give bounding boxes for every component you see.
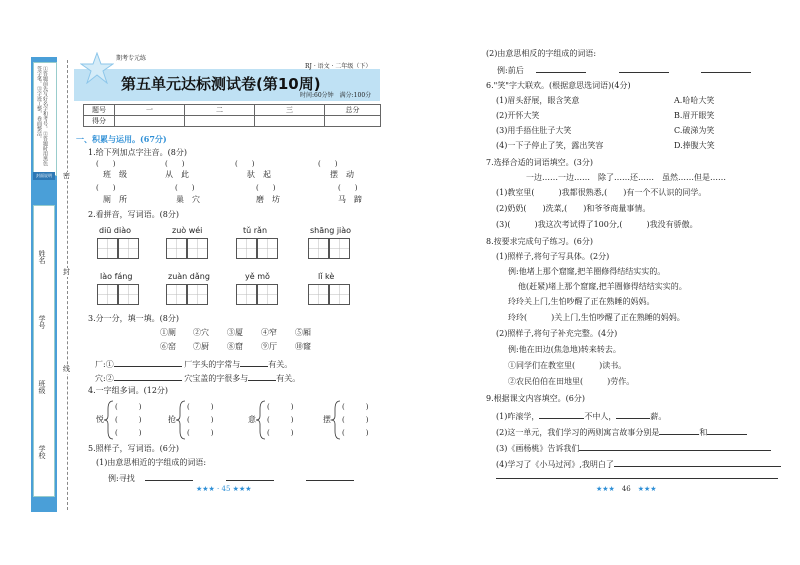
q1-word: 巢 穴 xyxy=(176,195,200,204)
writing-grid-cell[interactable] xyxy=(97,238,118,259)
q5-example-1 xyxy=(108,472,354,484)
q7-sentence-2 xyxy=(496,204,650,214)
writing-grid-cell[interactable] xyxy=(187,238,208,259)
q9-l4: (4)学习了《小马过河》,我明白了 xyxy=(496,460,614,469)
writing-grid-cell[interactable] xyxy=(329,284,350,305)
q9-extra-line[interactable] xyxy=(496,478,778,479)
q7-s2-b: )洗菜,( xyxy=(542,204,568,213)
q3-line-1 xyxy=(95,358,292,370)
q6-item: (4)一下子停止了笑，露出笑容 xyxy=(496,141,604,150)
sidebar-notes: ①答题前先写好名字和考号。②答题时用黑色签字笔。③字迹工整，卷面整洁。 xyxy=(36,66,48,166)
score-header-2: 二 xyxy=(185,105,255,116)
q3-answer-blank[interactable] xyxy=(114,358,182,367)
q5-answer-blank[interactable] xyxy=(226,472,274,481)
q1-paren: ( ) xyxy=(165,160,185,168)
score-cell[interactable] xyxy=(325,116,381,127)
q1-word: 驮 起 xyxy=(247,170,271,179)
q7-s3-a: (3)( xyxy=(496,220,511,229)
q5b-answer-blank[interactable] xyxy=(701,64,751,73)
q1-paren-row2: ( ) xyxy=(96,184,116,192)
q8-fill-2-a: ①同学们在教室里( xyxy=(508,361,576,370)
q7-sentence-3 xyxy=(496,220,698,230)
q7-s3-b: )我这次考试得了100分,( xyxy=(534,220,623,229)
q5-title: 5.照样子，写词语。(6分) xyxy=(88,444,179,453)
q8-fill-2 xyxy=(508,361,626,371)
q3-char: ④窄 xyxy=(261,328,277,337)
q5-answer-blank[interactable] xyxy=(306,472,354,481)
writing-grid-cell[interactable] xyxy=(166,238,187,259)
writing-grid-cell[interactable] xyxy=(187,284,208,305)
score-cell[interactable] xyxy=(255,116,325,127)
q8-example-5: 例:他在田边(焦急地)转来转去。 xyxy=(508,345,621,354)
q3-line2-end: 有关。 xyxy=(276,374,301,383)
q1-paren: ( ) xyxy=(338,184,358,192)
q4-paren-col: ( ) ( ) ( ) xyxy=(115,403,142,437)
q3-char: ⑥窑 xyxy=(160,342,176,351)
q4-paren-col: ( ) ( ) ( ) xyxy=(187,403,214,437)
q5b-answer-blank[interactable] xyxy=(536,64,586,73)
q9-answer-blank[interactable] xyxy=(616,410,650,419)
time-info: 时间:60分钟 满分:100分 xyxy=(300,92,372,99)
q5-sub1: (1)由意思相近的字组成的词语: xyxy=(96,458,207,467)
q6-option: B.眉开眼笑 xyxy=(674,111,715,120)
q3-char: ⑤厢 xyxy=(295,328,311,337)
q1-word: 马 蹄 xyxy=(338,195,362,204)
seal-char-2: 封 xyxy=(63,268,70,276)
q3-char: ③厦 xyxy=(227,328,243,337)
q9-l1-a: (1)咋滚学， xyxy=(496,412,540,421)
sidebar-tag: 封面说明 xyxy=(33,172,55,180)
seal-char-3: 线 xyxy=(63,365,70,373)
writing-grid-cell[interactable] xyxy=(308,238,329,259)
q3-answer-blank[interactable] xyxy=(114,372,182,381)
q1-word: 磨 坊 xyxy=(256,195,280,204)
q3-title: 3.分一分，填一填。(8分) xyxy=(88,314,179,323)
q9-l3: (3)《画杨桃》告诉我们 xyxy=(496,444,580,453)
q3-char: ⑩窿 xyxy=(295,342,311,351)
q4-char: 意 xyxy=(248,415,256,424)
score-table xyxy=(83,104,381,127)
q5b-example xyxy=(497,64,751,76)
q7-s1-b: )我都很熟悉,( xyxy=(558,188,608,197)
q8-fill-1-a: 玲玲( xyxy=(508,313,528,322)
q2-pinyin: lào fáng xyxy=(100,272,133,281)
q9-l1-b: 不中人， xyxy=(584,412,617,421)
q7-s1-c: )有一个不认识的同学。 xyxy=(623,188,707,197)
writing-grid-cell[interactable] xyxy=(308,284,329,305)
q6-item: (2)开怀大笑 xyxy=(496,111,540,120)
q7-choices: 一边……一边…… 除了……还…… 虽然……但是…… xyxy=(526,173,726,182)
score-header-qnum: 题号 xyxy=(84,105,115,116)
q7-s1-a: (1)教室里( xyxy=(496,188,535,197)
seal-line xyxy=(67,60,68,510)
score-cell[interactable] xyxy=(115,116,185,127)
name-label: 姓名 xyxy=(38,250,46,264)
score-header-3: 三 xyxy=(255,105,325,116)
q6-item: (1)眉头舒展，眼含笑意 xyxy=(496,96,580,105)
seal-char-1: 密 xyxy=(63,172,70,180)
writing-grid-cell[interactable] xyxy=(257,238,278,259)
q6-title: 6."笑"字大联欢。(根据意思选词语)(4分) xyxy=(486,81,631,90)
writing-grid-cell[interactable] xyxy=(97,284,118,305)
q9-line-3 xyxy=(496,442,771,454)
writing-grid-cell[interactable] xyxy=(257,284,278,305)
score-header-1: 一 xyxy=(115,105,185,116)
q7-s2-c: )和爷爷商量事情。 xyxy=(583,204,651,213)
q5-answer-blank[interactable] xyxy=(145,472,193,481)
q6-option: C.破涕为笑 xyxy=(674,126,715,135)
page-number-right-value: 46 xyxy=(621,485,631,493)
q1-word: 班 级 xyxy=(103,170,127,179)
q3-answer-blank[interactable] xyxy=(248,372,276,381)
q2-pinyin: zuò wéi xyxy=(172,226,203,235)
writing-grid-cell[interactable] xyxy=(329,238,350,259)
q9-answer-blank[interactable] xyxy=(539,410,584,419)
q1-paren-row1: ( ) xyxy=(96,160,116,168)
school-label: 学校 xyxy=(38,445,46,459)
q4-paren-col: ( ) ( ) ( ) xyxy=(267,403,294,437)
score-cell[interactable] xyxy=(185,116,255,127)
q3-line2-mid: 穴宝盖的字很多与 xyxy=(184,374,249,383)
q2-pinyin: zuàn dǎng xyxy=(168,272,210,281)
q5-example-text: 例:寻找 xyxy=(108,474,135,483)
q5b-example-text: 例:前后 xyxy=(497,66,524,75)
q9-answer-blank[interactable] xyxy=(614,458,781,467)
q7-title: 7.选择合适的词语填空。(3分) xyxy=(486,158,593,167)
q2-pinyin: yě mǒ xyxy=(245,272,270,281)
q8-fill-1 xyxy=(508,313,685,323)
q3-char: ⑧窟 xyxy=(227,342,243,351)
q1-word: 从 此 xyxy=(165,170,189,179)
q8-fill-1-b: )关上门,生怕吵醒了正在熟睡的妈妈。 xyxy=(551,313,685,322)
q9-title: 9.根据课文内容填空。(6分) xyxy=(486,394,585,403)
q3-answer-blank[interactable] xyxy=(240,358,268,367)
class-label: 班级 xyxy=(38,380,46,394)
q9-l1-c: 薪。 xyxy=(650,412,667,421)
q8-title: 8.按要求完成句子练习。(6分) xyxy=(486,237,593,246)
q1-paren: ( ) xyxy=(175,184,195,192)
writing-grid-cell[interactable] xyxy=(118,284,139,305)
q4-paren-col: ( ) ( ) ( ) xyxy=(342,403,369,437)
q8-example-1: 例:他堵上那个窟窿,把羊圈修得结结实实的。 xyxy=(508,267,666,276)
writing-grid-cell[interactable] xyxy=(236,238,257,259)
q8-sub1: (1)照样子,将句子写具体。(2分) xyxy=(496,252,610,261)
q1-paren: ( ) xyxy=(256,184,276,192)
subject-label: RJ · 语文 · 二年级（下） xyxy=(305,63,372,70)
q9-answer-blank[interactable] xyxy=(579,442,771,451)
q8-fill-3 xyxy=(508,377,634,387)
q3-line1-end: 有关。 xyxy=(268,360,293,369)
q1-paren: ( ) xyxy=(318,160,338,168)
header-badge: 期考专元练 xyxy=(116,55,147,62)
q6-option: A.哈哈大笑 xyxy=(674,96,715,105)
student-id-label: 学号 xyxy=(38,315,46,329)
writing-grid-cell[interactable] xyxy=(166,284,187,305)
page-number-right: ★★★ 46 ★★★ xyxy=(596,485,657,493)
page-number-left-value: 45 xyxy=(221,485,231,493)
q8-sub2: (2)照样子,将句子补充完整。(4分) xyxy=(496,329,618,338)
q9-line-4 xyxy=(496,458,781,470)
q3-line-2 xyxy=(95,372,300,384)
q5-sub2: (2)由意思相反的字组成的词语: xyxy=(486,49,597,58)
q3-char: ①厕 xyxy=(160,328,176,337)
q5b-answer-blank[interactable] xyxy=(619,64,669,73)
q4-char: 摆 xyxy=(323,415,331,424)
q9-line-1 xyxy=(496,410,666,422)
page-title: 第五单元达标测试卷(第10周) xyxy=(121,75,321,93)
writing-grid-cell[interactable] xyxy=(236,284,257,305)
q9-l2-a: (2)这一单元，我们学习的两则寓言故事分别是 xyxy=(496,428,660,437)
q8-fill-3-a: ②农民伯伯在田地里( xyxy=(508,377,584,386)
q3-line2-label: 穴:② xyxy=(95,374,114,383)
section-1-heading: 一、积累与运用。(67分) xyxy=(76,134,167,144)
q2-title: 2.看拼音，写词语。(8分) xyxy=(88,210,179,219)
q3-line1-mid: 厂字头的字常与 xyxy=(184,360,241,369)
q3-char: ⑨厅 xyxy=(261,342,277,351)
q1-word: 摆 动 xyxy=(330,170,354,179)
q8-fill-3-b: )劳作。 xyxy=(607,377,635,386)
q8-fill-2-b: )读书。 xyxy=(599,361,627,370)
q2-pinyin: tǔ rǎn xyxy=(243,226,268,235)
q3-char: ⑦厨 xyxy=(193,342,209,351)
q2-pinyin: lǐ kè xyxy=(318,272,335,281)
q1-title: 1.给下列加点字注音。(8分) xyxy=(88,148,187,157)
q6-option: D.捧腹大笑 xyxy=(674,141,715,150)
q9-answer-blank[interactable] xyxy=(707,426,747,435)
writing-grid-cell[interactable] xyxy=(118,238,139,259)
q4-char: 悦 xyxy=(96,415,104,424)
q2-pinyin: diū diào xyxy=(99,226,132,235)
q8-example-2: 他(赶紧)堵上那个窟窿,把羊圈修得结结实实的。 xyxy=(518,282,687,291)
q9-line-2 xyxy=(496,426,747,438)
q8-example-3: 玲玲关上门,生怕吵醒了正在熟睡的妈妈。 xyxy=(508,297,655,306)
q7-s2-a: (2)奶奶( xyxy=(496,204,527,213)
q9-l2-b: 和 xyxy=(699,428,708,437)
page-number-left: ★★★ · 45 ★★★ xyxy=(196,485,252,493)
q2-pinyin: shāng jiào xyxy=(310,226,352,235)
q3-line1-label: 厂:① xyxy=(95,360,114,369)
score-row-label: 得分 xyxy=(84,116,115,127)
q1-word: 厕 所 xyxy=(103,195,127,204)
q9-answer-blank[interactable] xyxy=(659,426,699,435)
star-icon xyxy=(80,52,114,88)
q7-s3-c: )我没有骄傲。 xyxy=(646,220,698,229)
q6-item: (3)用手捂住肚子大笑 xyxy=(496,126,572,135)
q7-sentence-1 xyxy=(496,188,706,198)
q4-char: 抢 xyxy=(168,415,176,424)
q4-title: 4.一字组多词。(12分) xyxy=(88,386,169,395)
q1-paren: ( ) xyxy=(235,160,255,168)
q3-char: ②穴 xyxy=(193,328,209,337)
score-header-total: 总分 xyxy=(325,105,381,116)
